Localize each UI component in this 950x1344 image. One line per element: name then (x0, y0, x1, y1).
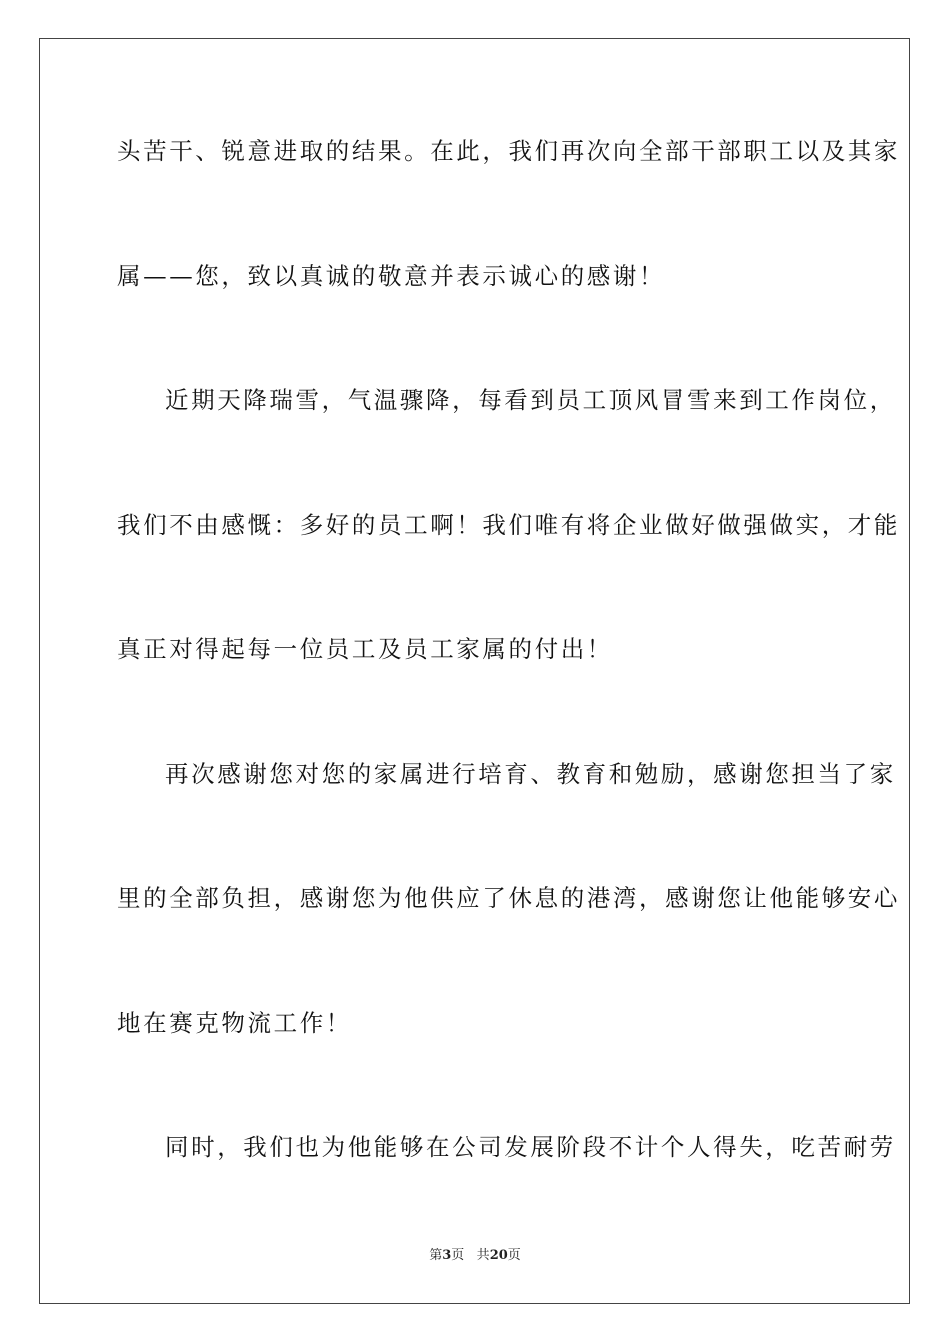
page-label-prefix: 第 (429, 1248, 443, 1263)
paragraph-line: 里的全部负担，感谢您为他供应了休息的港湾，感谢您让他能够安心 (117, 884, 900, 912)
paragraph-line: 我们不由感慨：多好的员工啊！我们唯有将企业做好做强做实，才能 (117, 511, 900, 539)
page-frame (39, 38, 910, 1304)
page-footer (0, 1248, 950, 1264)
paragraph-line: 同时，我们也为他能够在公司发展阶段不计个人得失，吃苦耐劳 (165, 1133, 896, 1161)
paragraph-line: 地在赛克物流工作！ (117, 1009, 352, 1037)
paragraph-line: 头苦干、锐意进取的结果。在此，我们再次向全部干部职工以及其家 (117, 137, 900, 165)
total-pages: 20 (489, 1248, 508, 1263)
total-label-suffix: 页 (507, 1248, 521, 1263)
paragraph-line: 真正对得起每一位员工及员工家属的付出！ (117, 635, 613, 663)
paragraph-line: 属——您，致以真诚的敬意并表示诚心的感谢！ (117, 262, 666, 290)
page-label-suffix: 页 (451, 1248, 465, 1263)
paragraph-line: 再次感谢您对您的家属进行培育、教育和勉励，感谢您担当了家 (165, 760, 896, 788)
total-label-prefix: 共 (476, 1248, 490, 1263)
paragraph-line: 近期天降瑞雪，气温骤降，每看到员工顶风冒雪来到工作岗位， (165, 386, 896, 414)
page-number: 3 (442, 1248, 452, 1263)
